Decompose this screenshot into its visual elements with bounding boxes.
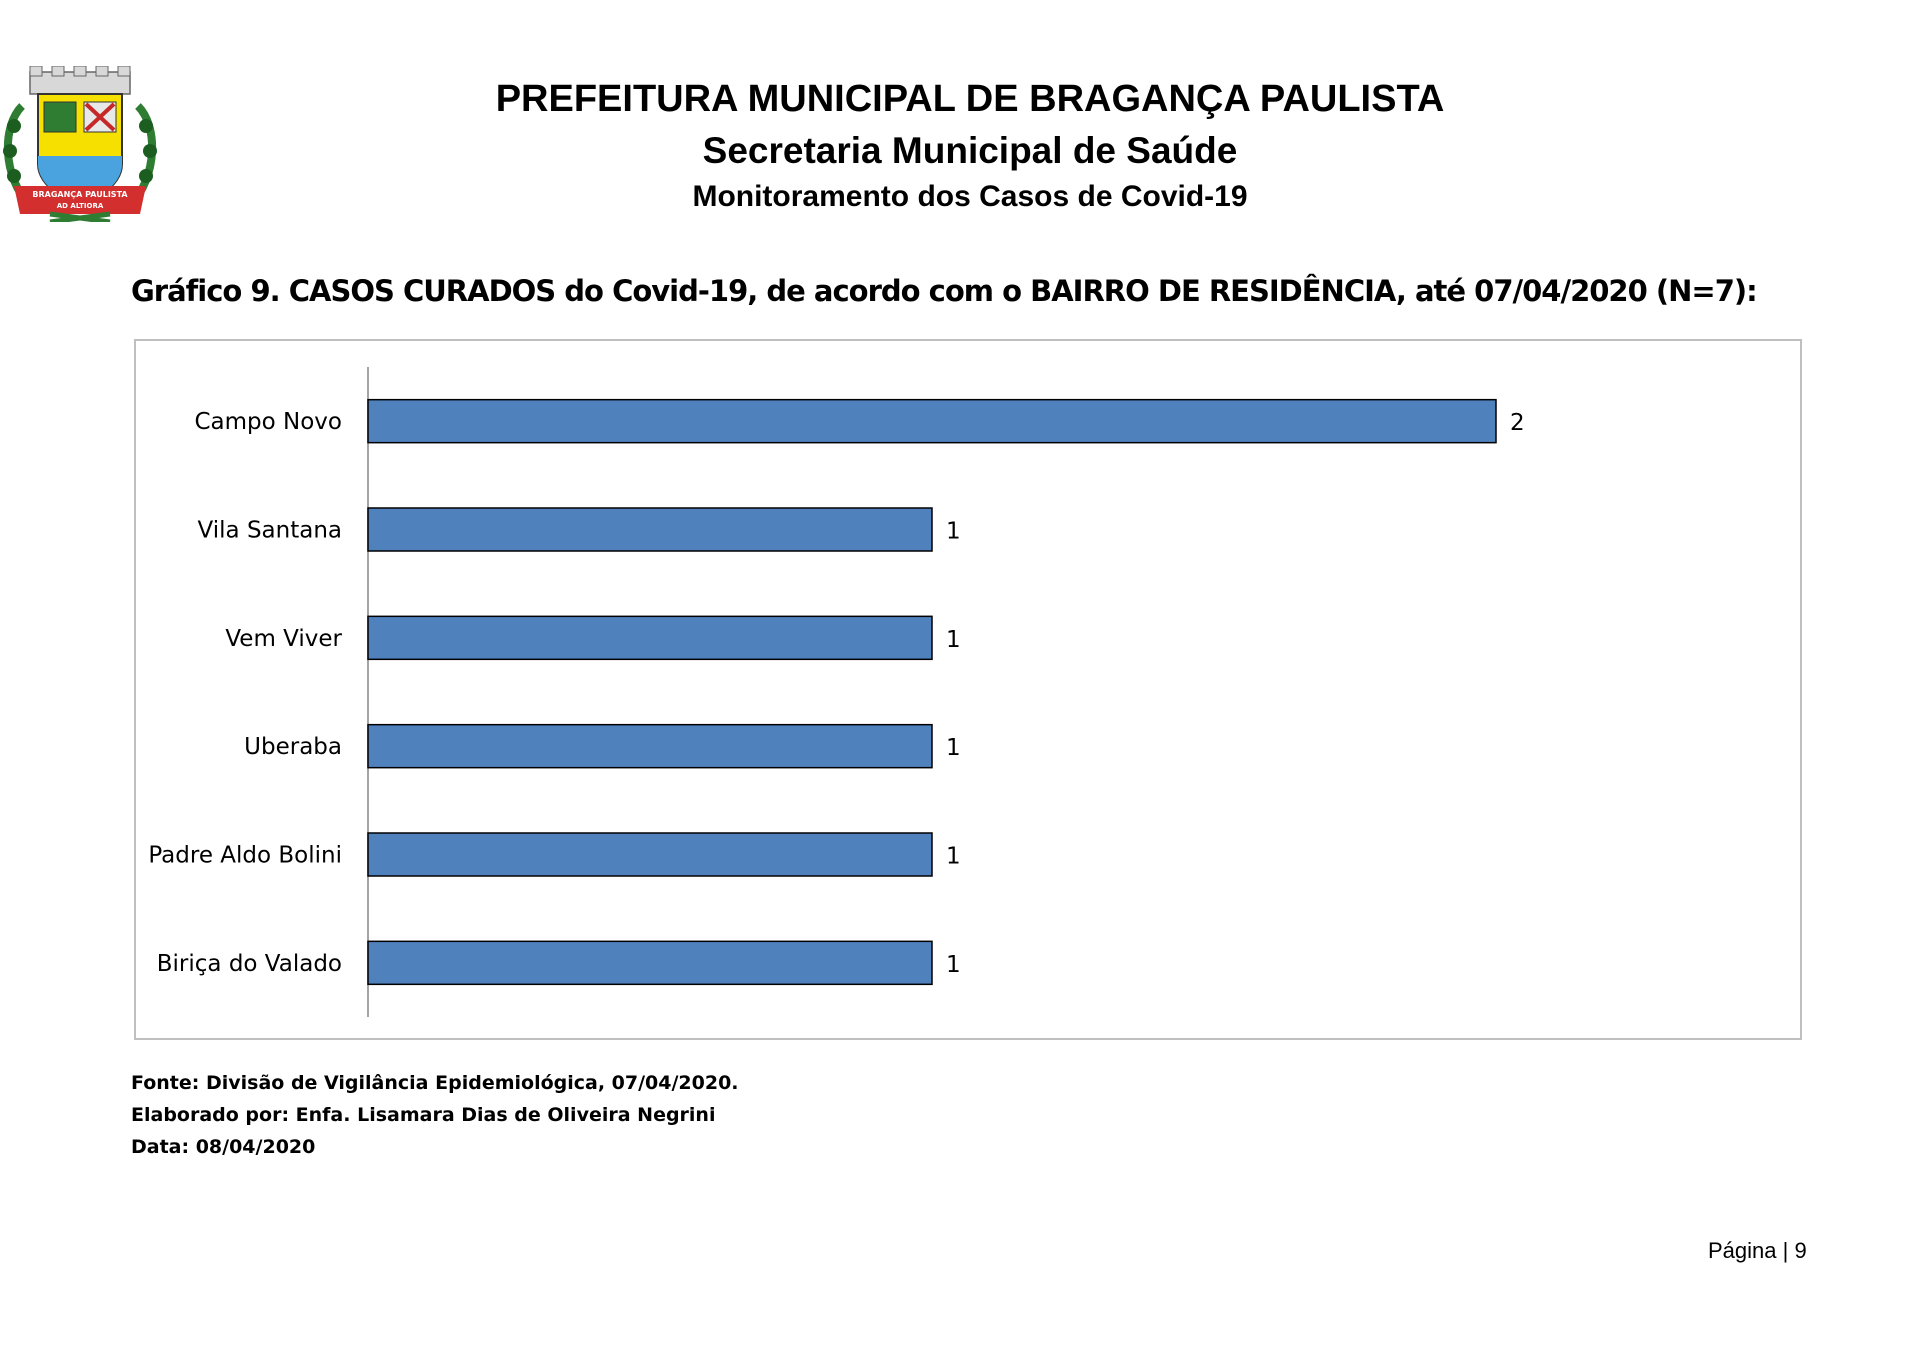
bar bbox=[368, 833, 932, 876]
footer-date: Data: 08/04/2020 bbox=[131, 1136, 316, 1158]
bar bbox=[368, 725, 932, 768]
data-label: 1 bbox=[946, 951, 961, 978]
bar bbox=[368, 400, 1496, 443]
chart-title: Gráfico 9. CASOS CURADOS do Covid-19, de acordo com o BAIRRO DE RESIDÊNCIA, até 07/04/2020 (N=7): bbox=[131, 274, 1757, 308]
category-label: Padre Aldo Bolini bbox=[148, 842, 342, 869]
header-prefeitura: PREFEITURA MUNICIPAL DE BRAGANÇA PAULISTA bbox=[495, 78, 1445, 120]
bar bbox=[368, 508, 932, 551]
footer-source: Fonte: Divisão de Vigilância Epidemiológica, 07/04/2020. bbox=[131, 1072, 739, 1094]
data-label: 1 bbox=[946, 518, 961, 545]
logo-ribbon-text-1: BRAGANÇA PAULISTA bbox=[32, 190, 128, 199]
data-label: 2 bbox=[1510, 410, 1525, 437]
category-label: Campo Novo bbox=[194, 409, 342, 436]
category-label: Biriça do Valado bbox=[156, 950, 342, 977]
header-secretaria: Secretaria Municipal de Saúde bbox=[702, 130, 1238, 171]
data-label: 1 bbox=[946, 843, 961, 870]
category-label: Vila Santana bbox=[197, 517, 342, 544]
footer-author: Elaborado por: Enfa. Lisamara Dias de Oliveira Negrini bbox=[131, 1104, 716, 1126]
logo-ribbon-text-2: AD ALTIORA bbox=[56, 202, 104, 210]
page-number: Página | 9 bbox=[1708, 1238, 1807, 1263]
header-monitoramento: Monitoramento dos Casos de Covid-19 bbox=[692, 180, 1248, 213]
data-label: 1 bbox=[946, 626, 961, 653]
bar bbox=[368, 616, 932, 659]
category-label: Vem Viver bbox=[225, 625, 342, 652]
category-label: Uberaba bbox=[244, 734, 342, 761]
bar bbox=[368, 941, 932, 984]
data-label: 1 bbox=[946, 735, 961, 762]
bar-chart bbox=[136, 341, 1800, 1038]
chart-area bbox=[134, 339, 1802, 1040]
